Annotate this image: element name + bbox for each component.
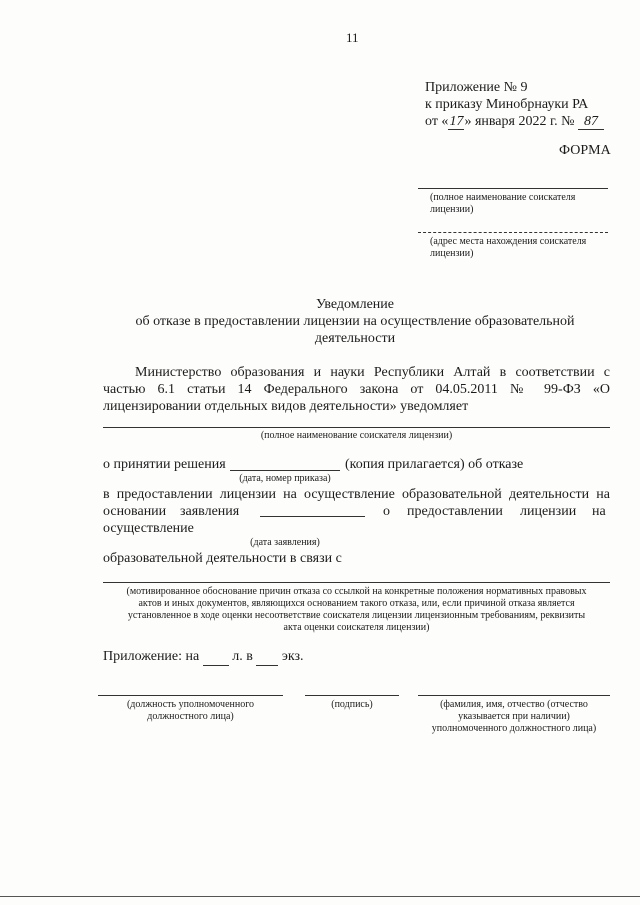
appendix-day: 17 xyxy=(449,114,464,129)
document-title: Уведомление об отказе в предоставлении лицензии на осуществление образовательной деятельности xyxy=(135,297,575,346)
form-label: ФОРМА xyxy=(559,143,611,158)
basis-word: основании xyxy=(103,504,167,519)
basis-word: предоставлении xyxy=(407,504,503,519)
application-date-blank xyxy=(260,516,365,517)
grant-line: в предоставлении лицензии на осуществление образовательной деятельности на xyxy=(103,487,610,502)
basis-line-4: образовательной деятельности в связи с xyxy=(103,551,342,566)
recipient-address-caption: (адрес места нахождения соискателя лицензии) xyxy=(430,236,587,259)
position-line xyxy=(98,695,283,696)
basis-word: заявления xyxy=(180,504,240,519)
scan-edge xyxy=(0,896,640,897)
decision-prefix: о принятии решения xyxy=(103,457,226,472)
page-number: 11 xyxy=(346,30,359,45)
basis-word: лицензии xyxy=(520,504,577,519)
recipient-name-line xyxy=(418,188,608,189)
signature-caption: (подпись) xyxy=(331,699,373,710)
basis-word: на xyxy=(592,504,606,519)
decision-suffix: (копия прилагается) об отказе xyxy=(345,457,524,472)
attachment-line: Приложение: на л. в экз. xyxy=(103,649,304,664)
notice-paragraph: Министерство образования и науки Республики Алтай в соответствии с частью 6.1 статьи 14 Федерального закона от 04.05.2011 № 99-ФЗ «О лицензировании отдельных видов деятельности» уведомляет xyxy=(103,365,610,414)
signature-line xyxy=(305,695,399,696)
reason-caption: (мотивированное обоснование причин отказа со ссылкой на конкретные положения нормативных правовых актов и иных документов, являющихся основанием такого отказа, или, если причиной отказа является установленное в ходе оценки несоответствие соискателя лицензии лицензионным требованиям, реквизиты акта оценки соискателя лицензии) xyxy=(126,586,587,633)
decision-caption: (дата, номер приказа) xyxy=(239,473,331,484)
full-name-line xyxy=(418,695,610,696)
applicant-name-line xyxy=(103,427,610,428)
attachment-copies-blank xyxy=(256,648,278,666)
appendix-header xyxy=(425,79,604,130)
decision-blank xyxy=(230,470,340,471)
basis-word: о xyxy=(383,504,390,519)
basis-line-3: осуществление xyxy=(103,521,194,536)
position-caption: (должность уполномоченного должностного лица) xyxy=(126,699,255,722)
attachment-pages-blank xyxy=(203,648,229,666)
reason-line xyxy=(103,582,610,583)
applicant-name-caption: (полное наименование соискателя лицензии) xyxy=(260,430,453,441)
appendix-number: 87 xyxy=(578,114,604,130)
appendix-date: от «17» января 2022 г. № 87 xyxy=(425,113,604,130)
appendix-order: к приказу Минобрнауки РА xyxy=(425,97,589,112)
full-name-caption: (фамилия, имя, отчество (отчество указывается при наличии) уполномоченного должностного лица) xyxy=(431,699,597,734)
appendix-title: Приложение № 9 xyxy=(425,80,528,95)
recipient-name-caption: (полное наименование соискателя лицензии) xyxy=(430,192,576,215)
recipient-address-line xyxy=(418,232,608,233)
application-date-caption: (дата заявления) xyxy=(250,537,320,548)
